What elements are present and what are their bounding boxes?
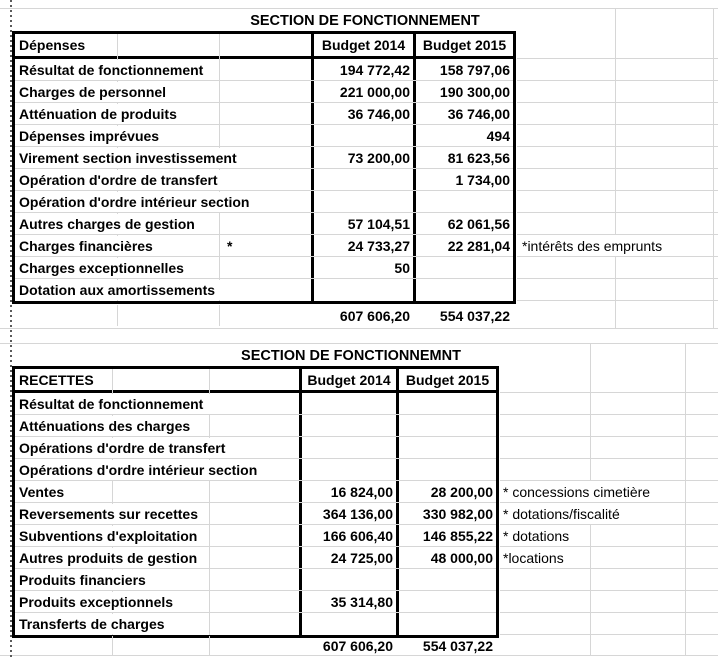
table-row — [15, 103, 513, 125]
row-label-cell[interactable] — [15, 613, 299, 635]
header-label: RECETTES — [15, 370, 102, 390]
row-label-cell[interactable] — [15, 569, 299, 590]
budget-2015-cell[interactable] — [413, 191, 513, 212]
budget-2015-cell[interactable] — [413, 279, 513, 301]
budget-2015-cell[interactable]: 1 734,00 — [413, 169, 513, 190]
budget-2015-cell[interactable]: 81 623,56 — [413, 147, 513, 168]
column-gridline — [219, 305, 220, 326]
gridline — [0, 343, 718, 344]
row-label-cell[interactable] — [15, 169, 311, 190]
header-budget-2015-cell[interactable]: Budget 2015 — [396, 369, 496, 390]
table-row — [15, 437, 496, 459]
budget-2014-cell[interactable] — [299, 569, 396, 590]
row-label-cell[interactable] — [15, 547, 299, 568]
recettes-section-title[interactable]: SECTION DE FONCTIONNEMNT — [241, 348, 461, 364]
budget-2015-cell[interactable] — [396, 613, 496, 635]
row-label-cell[interactable] — [15, 103, 311, 124]
row-label-cell[interactable] — [15, 503, 299, 524]
annotation[interactable]: *intérêts des emprunts — [520, 235, 666, 256]
gridline — [517, 168, 718, 169]
budget-2014-cell[interactable]: 16 824,00 — [299, 481, 396, 502]
budget-2014-cell[interactable] — [311, 191, 413, 212]
row-label-cell[interactable] — [15, 481, 299, 502]
table-row — [15, 547, 496, 569]
budget-2014-cell[interactable]: 36 746,00 — [311, 103, 413, 124]
budget-2014-cell[interactable]: 194 772,42 — [311, 59, 413, 80]
table-row — [15, 591, 496, 613]
table-row — [15, 481, 496, 503]
budget-2014-cell[interactable] — [311, 279, 413, 301]
budget-2014-cell[interactable]: 24 725,00 — [299, 547, 396, 568]
row-label-cell[interactable] — [15, 213, 311, 234]
header-budget-2014-cell[interactable]: Budget 2014 — [299, 369, 396, 390]
budget-2014-cell[interactable]: 166 606,40 — [299, 525, 396, 546]
row-label-cell[interactable] — [15, 235, 311, 256]
table-row — [15, 125, 513, 147]
row-label: Résultat de fonctionnement — [15, 60, 211, 80]
budget-2014-cell[interactable]: 73 200,00 — [311, 147, 413, 168]
row-label: Virement section investissement — [15, 148, 245, 168]
budget-2015-cell[interactable]: 494 — [413, 125, 513, 146]
annotation[interactable]: * concessions cimetière — [501, 481, 654, 502]
table-row — [15, 393, 496, 415]
budget-2014-cell[interactable] — [311, 169, 413, 190]
row-label: Autres charges de gestion — [15, 214, 203, 234]
gridline — [517, 102, 718, 103]
gridline — [517, 278, 718, 279]
gridline — [517, 300, 718, 301]
header-budget-2015-cell[interactable]: Budget 2015 — [413, 34, 513, 56]
row-label: Charges de personnel — [15, 82, 174, 102]
budget-2014-cell[interactable]: 35 314,80 — [299, 591, 396, 612]
budget-2014-cell[interactable]: 24 733,27 — [311, 235, 413, 256]
row-label-cell[interactable] — [15, 525, 299, 546]
depenses-table — [12, 31, 516, 304]
budget-2014-cell[interactable] — [299, 393, 396, 414]
table-row — [15, 503, 496, 525]
row-label-cell[interactable] — [15, 279, 311, 301]
budget-2015-cell[interactable]: 330 982,00 — [396, 503, 496, 524]
row-label: Atténuation de produits — [15, 104, 185, 124]
row-label-cell[interactable] — [15, 459, 299, 480]
gridline — [0, 328, 718, 329]
total-row — [15, 635, 496, 656]
gridline — [517, 58, 718, 59]
table-row — [15, 147, 513, 169]
gridline — [685, 343, 686, 655]
column-gridline — [209, 636, 210, 655]
row-label: Opération d'ordre intérieur section — [15, 192, 257, 212]
budget-2014-cell[interactable] — [299, 459, 396, 480]
gridline — [517, 146, 718, 147]
budget-2014-cell[interactable] — [311, 125, 413, 146]
row-label: Résultat de fonctionnement — [15, 394, 211, 414]
table-row — [15, 569, 496, 591]
gridline — [713, 8, 714, 328]
column-gridline — [117, 305, 118, 326]
row-label: Opérations d'ordre de transfert — [15, 438, 233, 458]
annotation[interactable]: * dotations — [501, 525, 573, 546]
gridline — [615, 8, 616, 328]
budget-2014-cell[interactable] — [299, 437, 396, 458]
budget-2015-cell[interactable] — [396, 591, 496, 612]
table-row — [15, 59, 513, 81]
budget-2015-cell[interactable]: 190 300,00 — [413, 81, 513, 102]
budget-2015-cell[interactable] — [396, 393, 496, 414]
table-row — [15, 613, 496, 635]
row-label: Dépenses imprévues — [15, 126, 167, 146]
budget-2014-cell[interactable]: 364 136,00 — [299, 503, 396, 524]
annotation[interactable]: * dotations/fiscalité — [501, 503, 624, 524]
gridline — [517, 256, 718, 257]
table-row — [15, 279, 513, 301]
header-budget-2014-cell[interactable]: Budget 2014 — [311, 34, 413, 56]
depenses-section-title[interactable]: SECTION DE FONCTIONNEMENT — [250, 13, 480, 29]
table-row — [15, 257, 513, 279]
total-budget-2015-cell[interactable]: 554 037,22 — [422, 637, 493, 654]
budget-2015-cell[interactable] — [396, 415, 496, 436]
recettes-table — [12, 366, 499, 638]
row-label: Reversements sur recettes — [15, 504, 206, 524]
total-empty-cell[interactable] — [15, 635, 299, 656]
row-label-cell[interactable] — [15, 591, 299, 612]
table-row — [15, 459, 496, 481]
budget-2015-cell[interactable]: 62 061,56 — [413, 213, 513, 234]
row-label: Ventes — [15, 482, 72, 502]
budget-2015-cell[interactable]: 36 746,00 — [413, 103, 513, 124]
row-label: Dotation aux amortissements — [15, 280, 223, 300]
gridline — [0, 8, 718, 9]
row-label-cell[interactable] — [15, 415, 299, 436]
header-recettes-cell[interactable] — [15, 369, 299, 390]
budget-2014-cell[interactable]: 221 000,00 — [311, 81, 413, 102]
row-label: Transferts de charges — [15, 614, 173, 634]
table-row — [15, 213, 513, 235]
table-row — [15, 525, 496, 547]
budget-2015-cell[interactable]: 48 000,00 — [396, 547, 496, 568]
row-label: Charges financières — [15, 236, 161, 256]
row-label-cell[interactable] — [15, 147, 311, 168]
gridline — [517, 190, 718, 191]
row-label-cell[interactable] — [15, 437, 299, 458]
row-label: Atténuations des charges — [15, 416, 198, 436]
row-label: Produits exceptionnels — [15, 592, 181, 612]
row-label-cell[interactable] — [15, 125, 311, 146]
budget-2015-cell[interactable]: 28 200,00 — [396, 481, 496, 502]
table-row — [15, 191, 513, 213]
row-label-cell[interactable] — [15, 393, 299, 414]
annotation[interactable]: *locations — [501, 547, 568, 568]
budget-2014-cell[interactable] — [299, 613, 396, 635]
budget-2015-cell[interactable]: 146 855,22 — [396, 525, 496, 546]
budget-2015-cell[interactable] — [396, 437, 496, 458]
row-label: Subventions d'exploitation — [15, 526, 205, 546]
row-label: Charges exceptionnelles — [15, 258, 192, 278]
header-label: Dépenses — [15, 35, 93, 55]
budget-2014-cell[interactable]: 50 — [311, 257, 413, 278]
row-label-cell[interactable] — [15, 191, 311, 212]
budget-2015-cell[interactable]: 158 797,06 — [413, 59, 513, 80]
gridline — [517, 212, 718, 213]
gridline — [517, 124, 718, 125]
table-header-row — [15, 369, 496, 393]
budget-2015-cell[interactable] — [396, 569, 496, 590]
table-header-row — [15, 34, 513, 59]
total-budget-2014-cell[interactable]: 607 606,20 — [339, 307, 410, 324]
gridline — [517, 80, 718, 81]
row-label-cell[interactable] — [15, 59, 311, 80]
table-row — [15, 415, 496, 437]
total-budget-2014-cell[interactable]: 607 606,20 — [322, 637, 393, 654]
table-row — [15, 81, 513, 103]
budget-2014-cell[interactable] — [299, 415, 396, 436]
total-budget-2015-cell[interactable]: 554 037,22 — [439, 307, 510, 324]
row-label: Produits financiers — [15, 570, 154, 590]
budget-2015-cell[interactable] — [413, 257, 513, 278]
row-label: Opérations d'ordre intérieur section — [15, 460, 265, 480]
total-empty-cell[interactable] — [15, 304, 311, 327]
budget-2014-cell[interactable]: 57 104,51 — [311, 213, 413, 234]
row-label: Opération d'ordre de transfert — [15, 170, 226, 190]
row-label-cell[interactable] — [15, 257, 311, 278]
budget-2015-cell[interactable]: 22 281,04 — [413, 235, 513, 256]
row-label: Autres produits de gestion — [15, 548, 205, 568]
table-row — [15, 169, 513, 191]
asterisk-note: * — [227, 237, 233, 254]
budget-2015-cell[interactable] — [396, 459, 496, 480]
column-gridline — [112, 636, 113, 655]
table-row — [15, 235, 513, 257]
row-label-cell[interactable] — [15, 81, 311, 102]
total-row — [15, 304, 513, 327]
header-depenses-cell[interactable] — [15, 34, 311, 56]
